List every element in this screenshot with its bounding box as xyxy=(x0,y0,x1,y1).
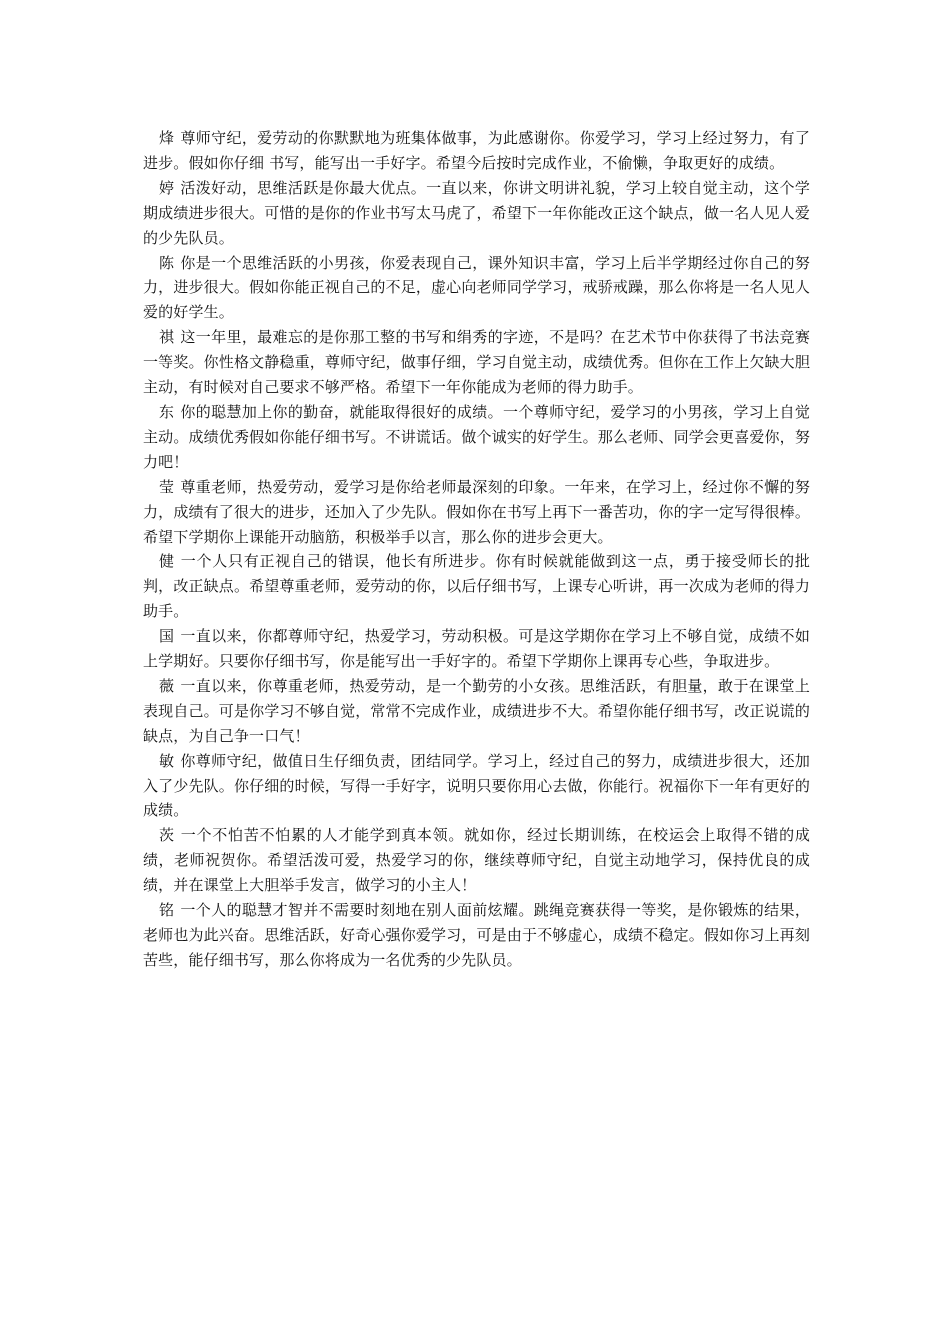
student-name: 莹 xyxy=(159,477,175,496)
comment-paragraph xyxy=(143,898,810,973)
comment-paragraph xyxy=(143,176,810,251)
student-name: 健 xyxy=(159,552,175,571)
comment-text: 你尊师守纪，做值日生仔细负责，团结同学。学习上，经过自己的努力，成绩进步很大，还加入了少先队。你仔细的时候，写得一手好字，说明只要你用心去做，你能行。祝福你下一年有更好的成绩。 xyxy=(143,751,811,820)
student-name: 薇 xyxy=(159,676,175,695)
comment-text: 你的聪慧加上你的勤奋，就能取得很好的成绩。一个尊师守纪，爱学习的小男孩，学习上自觉主动。成绩优秀假如你能仔细书写。不讲谎话。做个诚实的好学生。那么老师、同学会更喜爱你，努力吧！ xyxy=(143,402,811,471)
student-name: 茨 xyxy=(159,826,175,845)
student-name: 铭 xyxy=(159,901,175,920)
comment-paragraph xyxy=(143,325,810,400)
comment-paragraph xyxy=(143,674,810,749)
comment-text: 一直以来，你尊重老师，热爱劳动，是一个勤劳的小女孩。思维活跃，有胆量，敢于在课堂上表现自己。可是你学习不够自觉，常常不完成作业，成绩进步不大。希望你能仔细书写，改正说谎的缺点，为自己争一口气！ xyxy=(143,676,811,745)
comment-paragraph xyxy=(143,400,810,475)
student-name: 国 xyxy=(159,627,175,646)
student-name: 婷 xyxy=(159,178,175,197)
student-name: 烽 xyxy=(159,129,175,147)
comment-text: 一个不怕苦不怕累的人才能学到真本领。就如你，经过长期训练，在校运会上取得不错的成绩，老师祝贺你。希望活泼可爱，热爱学习的你，继续尊师守纪，自觉主动地学习，保持优良的成绩，并在课堂上大胆举手发言，做学习的小主人！ xyxy=(143,826,810,895)
comment-text: 尊重老师，热爱劳动，爱学习是你给老师最深刻的印象。一年来，在学习上，经过你不懈的努力，成绩有了很大的进步，还加入了少先队。假如你在书写上再下一番苦功，你的字一定写得很棒。希望下学期你上课能开动脑筋，积极举手以言，那么你的进步会更大。 xyxy=(143,477,811,546)
student-name: 祺 xyxy=(159,328,175,347)
comment-text: 活泼好动，思维活跃是你最大优点。一直以来，你讲文明讲礼貌，学习上较自觉主动，这个学期成绩进步很大。可惜的是你的作业书写太马虎了，希望下一年你能改正这个缺点，做一名人见人爱的少先队员。 xyxy=(143,178,811,247)
comment-paragraph xyxy=(143,126,810,176)
student-name: 东 xyxy=(159,402,175,421)
comment-text: 尊师守纪，爱劳动的你默默地为班集体做事，为此感谢你。你爱学习，学习上经过努力，有了进步。假如你仔细 书写，能写出一手好字。希望今后按时完成作业，不偷懒，争取更好的成绩。 xyxy=(143,129,811,172)
comment-paragraph xyxy=(143,549,810,624)
student-name: 敏 xyxy=(159,751,175,770)
student-name: 陈 xyxy=(159,253,175,272)
comment-paragraph xyxy=(143,749,810,824)
comment-paragraph xyxy=(143,475,810,550)
comments-body xyxy=(143,126,810,973)
comment-text: 一个人的聪慧才智并不需要时刻地在别人面前炫耀。跳绳竞赛获得一等奖，是你锻炼的结果，老师也为此兴奋。思维活跃，好奇心强你爱学习，可是由于不够虚心，成绩不稳定。假如你习上再刻苦些，能仔细书写，那么你将成为一名优秀的少先队员。 xyxy=(143,901,811,969)
comment-text: 一个人只有正视自己的错误，他长有所进步。你有时候就能做到这一点，勇于接受师长的批判，改正缺点。希望尊重老师，爱劳动的你，以后仔细书写，上课专心听讲，再一次成为老师的得力助手。 xyxy=(143,552,810,621)
comment-paragraph xyxy=(143,624,810,674)
comment-text: 你是一个思维活跃的小男孩，你爱表现自己，课外知识丰富，学习上后半学期经过你自己的努力，进步很大。假如你能正视自己的不足，虚心向老师同学学习，戒骄戒躁，那么你将是一名人见人爱的好学生。 xyxy=(143,253,811,322)
comment-paragraph xyxy=(143,823,810,898)
comment-text: 这一年里，最难忘的是你那工整的书写和绢秀的字迹，不是吗？在艺术节中你获得了书法竞赛一等奖。你性格文静稳重，尊师守纪，做事仔细，学习自觉主动，成绩优秀。但你在工作上欠缺大胆主动，有时候对自己要求不够严格。希望下一年你能成为老师的得力助手。 xyxy=(143,328,811,397)
comment-text: 一直以来，你都尊师守纪，热爱学习，劳动积极。可是这学期你在学习上不够自觉，成绩不如上学期好。只要你仔细书写，你是能写出一手好字的。希望下学期你上课再专心些，争取进步。 xyxy=(143,627,811,671)
comment-paragraph xyxy=(143,251,810,326)
